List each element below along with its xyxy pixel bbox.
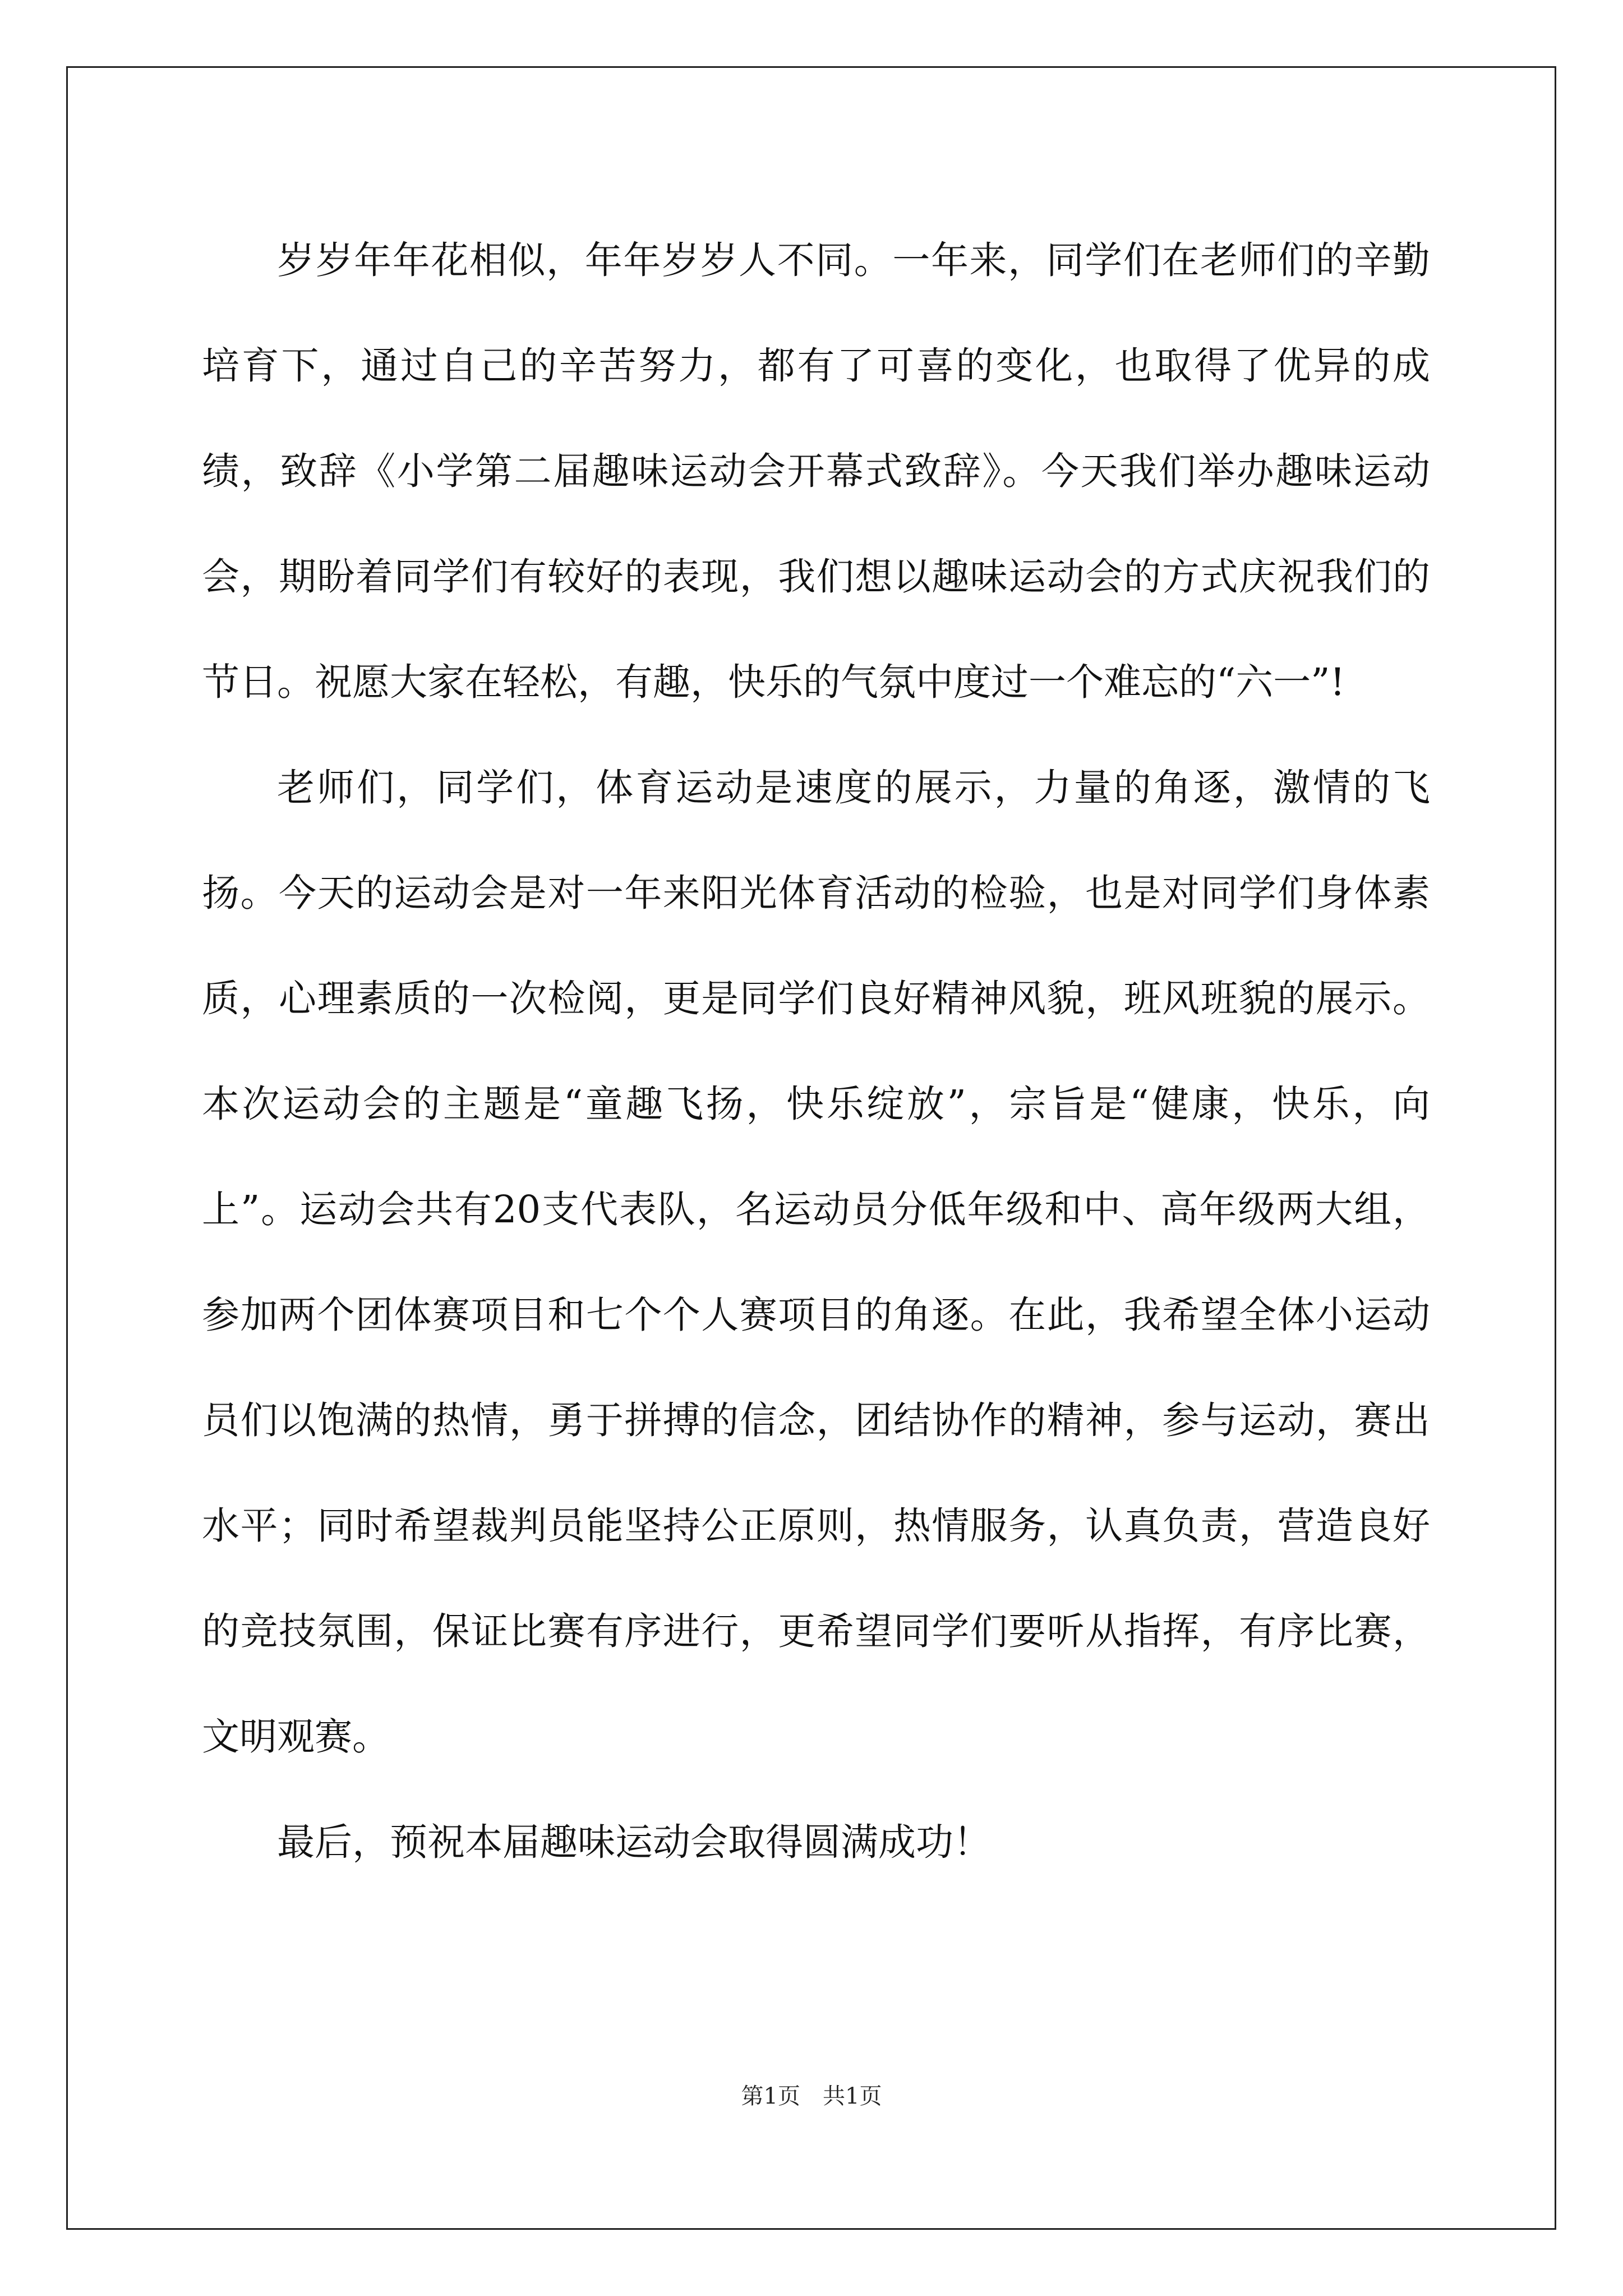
paragraph-main: 老师们，同学们，体育运动是速度的展示，力量的角逐，激情的飞扬。今天的运动会是对一年来阳光体育活动的检验，也是对同学们身体素质，心理素质的一次检阅，更是同学们良好精神风貌，班风班貌的展示。本次运动会的主题是“童趣飞扬，快乐绽放”，宗旨是“健康，快乐，向上”。运动会共有20支代表队，名运动员分低年级和中、高年级两大组，参加两个团体赛项目和七个个人赛项目的角逐。在此，我希望全体小运动员们以饱满的热情，勇于拼搏的信念，团结协作的精神，参与运动，赛出水平；同时希望裁判员能坚持公正原则，热情服务，认真负责，营造良好的竞技氛围，保证比赛有序进行，更希望同学们要听从指挥，有序比赛，文明观赛。 (202, 766, 1430, 1759)
paragraph-closing: 最后，预祝本届趣味运动会取得圆满成功！ (277, 1820, 991, 1864)
page-number-footer: 第1页 共1页 (741, 2083, 882, 2109)
document-body (202, 208, 1430, 1895)
paragraph-opening: 岁岁年年花相似，年年岁岁人不同。一年来，同学们在老师们的辛勤培育下，通过自己的辛苦努力，都有了可喜的变化，也取得了优异的成绩，致辞《小学第二届趣味运动会开幕式致辞》。今天我们举办趣味运动会，期盼着同学们有较好的表现，我们想以趣味运动会的方式庆祝我们的节日。祝愿大家在轻松，有趣，快乐的气氛中度过一个难忘的“六一”! (202, 238, 1430, 704)
